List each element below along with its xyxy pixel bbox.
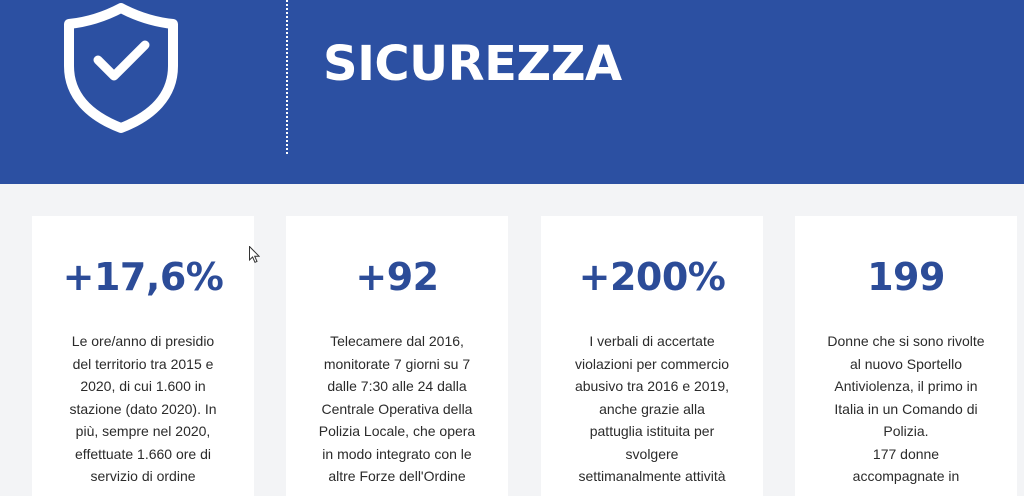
stat-description: Le ore/anno di presidio del territorio tra 2015 e 2020, di cui 1.600 in stazione (dato 2020). In più, sempre nel 2020, effettuate 1.660 ore di servizio di ordine	[69, 333, 217, 484]
stat-value: +17,6%	[62, 255, 224, 299]
stat-card-sportello	[795, 216, 1017, 496]
stat-value: +200%	[578, 255, 726, 299]
page-title: SICUREZZA	[323, 36, 622, 92]
header-divider	[286, 0, 288, 154]
stat-card-telecamere	[286, 216, 508, 496]
stat-description: Telecamere dal 2016, monitorate 7 giorni su 7 dalle 7:30 alle 24 dalla Centrale Operativa della Polizia Locale, che opera in modo integrato con le altre Forze dell'Ordine	[318, 333, 476, 484]
shield-check-icon	[60, 0, 182, 134]
stat-description: Donne che si sono rivolte al nuovo Sportello Antiviolenza, il primo in Italia in un Comando di Polizia. 177 donne accompagnate in	[827, 333, 985, 484]
stat-description: I verbali di accertate violazioni per commercio abusivo tra 2016 e 2019, anche grazie alla pattuglia istituita per svolgere settimanalmente attività	[574, 333, 730, 484]
mouse-cursor-icon	[249, 246, 260, 263]
stat-value: +92	[355, 255, 439, 299]
stat-card-verbali	[541, 216, 763, 496]
header-banner	[0, 0, 1024, 184]
stat-card-presidio	[32, 216, 254, 496]
stat-value: 199	[867, 255, 945, 299]
